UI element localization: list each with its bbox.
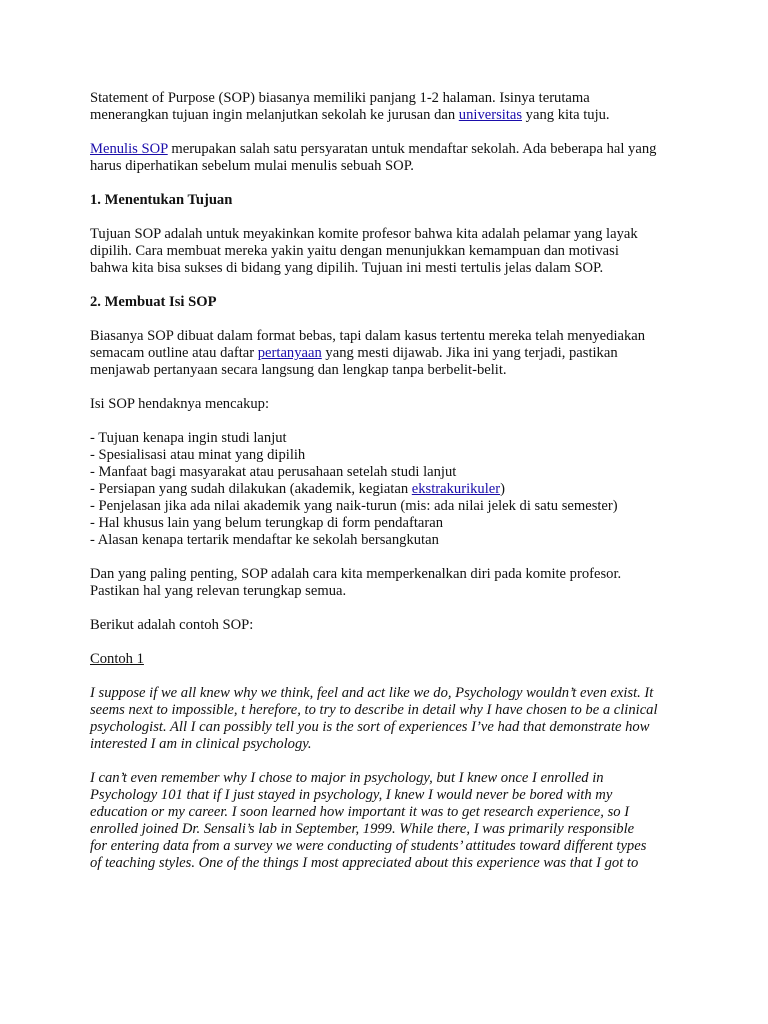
example-2-line-2: Psychology 101 that if I just stayed in psychology, I knew I would never be bored with my xyxy=(90,787,613,803)
requirements-line-2: harus diperhatikan sebelum mulai menulis sebuah SOP. xyxy=(90,158,414,174)
important-line-1: Dan yang paling penting, SOP adalah cara kita memperkenalkan diri pada komite profesor. xyxy=(90,566,622,582)
list-item: - Hal khusus lain yang belum terungkap di form pendaftaran xyxy=(90,515,443,531)
isi-sop-paragraph xyxy=(90,328,690,379)
isi-line-2-text: semacam outline atau daftar xyxy=(90,345,258,361)
tujuan-paragraph xyxy=(90,226,690,277)
intro-line-1: Statement of Purpose (SOP) biasanya memiliki panjang 1-2 halaman. Isinya terutama xyxy=(90,90,590,106)
menulis-sop-link[interactable]: Menulis SOP xyxy=(90,141,168,157)
contoh-paragraph xyxy=(90,651,690,668)
sop-contents-list xyxy=(90,430,690,549)
example-1-line-1: I suppose if we all knew why we think, feel and act like we do, Psychology wouldn’t even exist. It xyxy=(90,685,654,701)
important-paragraph xyxy=(90,566,690,600)
tujuan-line-2: dipilih. Cara membuat mereka yakin yaitu dengan menunjukkan kemampuan dan motivasi xyxy=(90,243,619,259)
contoh-1-link[interactable]: Contoh 1 xyxy=(90,651,144,667)
requirements-line-1-text: merupakan salah satu persyaratan untuk mendaftar sekolah. Ada beberapa hal yang xyxy=(167,141,657,157)
intro-line-2-end: yang kita tuju. xyxy=(522,107,610,123)
list-item: - Tujuan kenapa ingin studi lanjut xyxy=(90,430,287,446)
list-item: - Manfaat bagi masyarakat atau perusahaan setelah studi lanjut xyxy=(90,464,457,480)
list-item: - Alasan kenapa tertarik mendaftar ke sekolah bersangkutan xyxy=(90,532,439,548)
isi-line-2 xyxy=(90,345,690,362)
requirements-paragraph xyxy=(90,141,690,175)
mencakup-paragraph: Isi SOP hendaknya mencakup: xyxy=(90,396,270,412)
heading-membuat-isi-sop: 2. Membuat Isi SOP xyxy=(90,294,217,310)
ekstrakurikuler-link[interactable]: ekstrakurikuler xyxy=(411,481,501,497)
example-2-line-6: of teaching styles. One of the things I most appreciated about this experience was that I got to xyxy=(90,855,639,871)
important-line-2: Pastikan hal yang relevan terungkap semua. xyxy=(90,583,347,599)
document-body xyxy=(90,90,690,889)
list-item-end: ) xyxy=(500,481,505,497)
example-2-line-5: for entering data from a survey we were conducting of students’ attitudes toward different types xyxy=(90,838,647,854)
requirements-line-1 xyxy=(90,141,690,158)
example-2-line-4: enrolled joined Dr. Sensali’s lab in September, 1999. While there, I was primarily responsible xyxy=(90,821,635,837)
intro-line-2-text: menerangkan tujuan ingin melanjutkan sekolah ke jurusan dan xyxy=(90,107,459,123)
list-item-text: - Persiapan yang sudah dilakukan (akademik, kegiatan xyxy=(90,481,412,497)
example-intro-paragraph: Berikut adalah contoh SOP: xyxy=(90,617,254,633)
isi-line-3: menjawab pertanyaan secara langsung dan lengkap tanpa berbelit-belit. xyxy=(90,362,507,378)
list-item xyxy=(90,481,690,498)
example-1-line-3: psychologist. All I can possibly tell you is the sort of experiences I’ve had that demonstrate how xyxy=(90,719,650,735)
pertanyaan-link[interactable]: pertanyaan xyxy=(257,345,322,361)
tujuan-line-1: Tujuan SOP adalah untuk meyakinkan komite profesor bahwa kita adalah pelamar yang layak xyxy=(90,226,638,242)
example-2-line-3: education or my career. I soon learned how important it was to get research experience, so I xyxy=(90,804,630,820)
isi-line-2-end: yang mesti dijawab. Jika ini yang terjadi, pastikan xyxy=(321,345,618,361)
isi-line-1: Biasanya SOP dibuat dalam format bebas, tapi dalam kasus tertentu mereka telah menyediakan xyxy=(90,328,646,344)
example-2-line-1: I can’t even remember why I chose to major in psychology, but I knew once I enrolled in xyxy=(90,770,604,786)
list-item: - Spesialisasi atau minat yang dipilih xyxy=(90,447,306,463)
example-paragraph-1 xyxy=(90,685,690,753)
tujuan-line-3: bahwa kita bisa sukses di bidang yang dipilih. Tujuan ini mesti tertulis jelas dalam SOP. xyxy=(90,260,604,276)
example-1-line-2: seems next to impossible, t herefore, to try to describe in detail why I have chosen to be a clinical xyxy=(90,702,658,718)
heading-menentukan-tujuan: 1. Menentukan Tujuan xyxy=(90,192,233,208)
list-item: - Penjelasan jika ada nilai akademik yang naik-turun (mis: ada nilai jelek di satu semester) xyxy=(90,498,618,514)
universitas-link[interactable]: universitas xyxy=(458,107,523,123)
intro-line-2 xyxy=(90,107,690,124)
example-1-line-4: interested I am in clinical psychology. xyxy=(90,736,312,752)
intro-paragraph xyxy=(90,90,690,124)
example-paragraph-2 xyxy=(90,770,690,872)
